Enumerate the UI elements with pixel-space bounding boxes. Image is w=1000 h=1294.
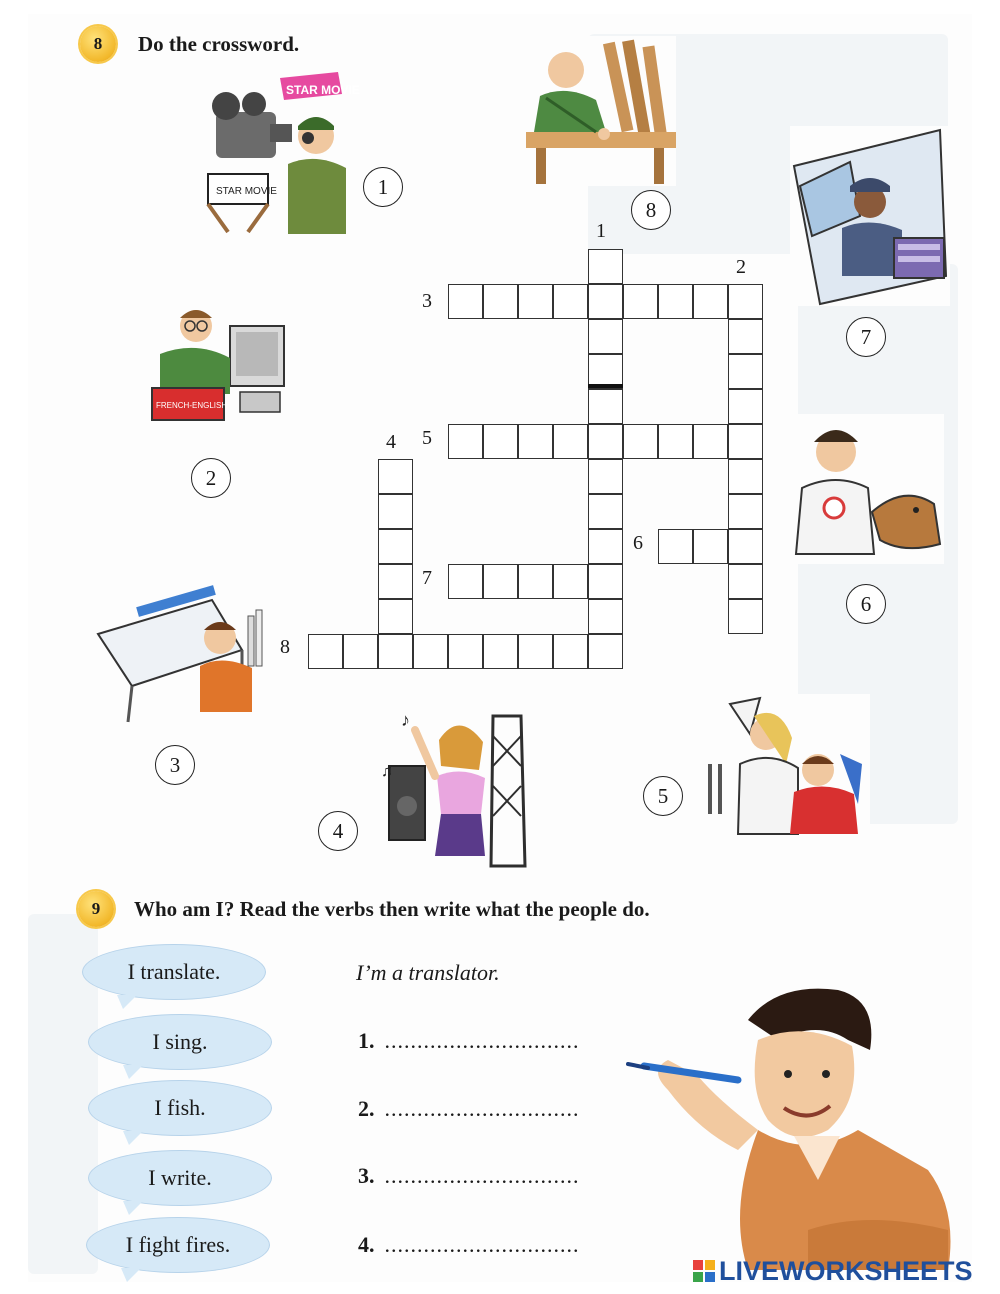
svg-text:♫: ♫ (381, 763, 393, 780)
exercise-9-number: 9 (91, 899, 101, 918)
crossword-cell[interactable] (623, 284, 658, 319)
clue-number-7: 7 (422, 567, 432, 589)
bubble-text: I fish. (154, 1095, 206, 1120)
crossword-cell[interactable] (378, 599, 413, 634)
answer-line-2[interactable] (358, 1096, 580, 1122)
crossword-cell[interactable] (623, 424, 658, 459)
picture-number-7: 7 (846, 317, 886, 357)
exercise-9-badge (78, 891, 114, 927)
answer-number: 2. (358, 1096, 375, 1121)
crossword-cell[interactable] (588, 424, 623, 459)
crossword-cell[interactable] (518, 634, 553, 669)
crossword-cell[interactable] (343, 634, 378, 669)
crossword-cell[interactable] (378, 459, 413, 494)
clue-number-1: 1 (596, 220, 606, 242)
crossword-cell[interactable] (658, 529, 693, 564)
answer-blank[interactable]: .............................. (384, 1232, 580, 1257)
answer-blank[interactable]: .............................. (384, 1163, 580, 1188)
picture-number-5: 5 (643, 776, 683, 816)
crossword-cell[interactable] (693, 529, 728, 564)
answer-blank[interactable]: .............................. (384, 1028, 580, 1053)
crossword-cell[interactable] (553, 424, 588, 459)
answer-number: 4. (358, 1232, 375, 1257)
crossword-cell[interactable] (518, 424, 553, 459)
speech-bubble-3 (88, 1150, 272, 1206)
speech-bubble-2 (88, 1080, 272, 1136)
speech-bubble-example (82, 944, 266, 1000)
crossword-cell[interactable] (483, 634, 518, 669)
picture-number-8: 8 (631, 190, 671, 230)
crossword-cell[interactable] (378, 494, 413, 529)
answer-line-4[interactable] (358, 1232, 580, 1258)
crossword-cell[interactable] (448, 424, 483, 459)
picture-vet (784, 414, 944, 564)
exercise-8-title: Do the crossword. (138, 32, 300, 56)
crossword-cell[interactable] (518, 284, 553, 319)
crossword-cell[interactable] (378, 564, 413, 599)
answer-line-1[interactable] (358, 1028, 580, 1054)
picture-film-director (188, 64, 360, 234)
exercise-9-title: Who am I? Read the verbs then write what the people do. (134, 897, 650, 921)
crossword-cell[interactable] (728, 284, 763, 319)
crossword-cell[interactable] (413, 634, 448, 669)
answer-number: 1. (358, 1028, 375, 1053)
exercise-8-number: 8 (93, 34, 103, 53)
crossword-cell[interactable] (588, 389, 623, 424)
answer-line-3[interactable] (358, 1163, 580, 1189)
crossword-cell[interactable] (728, 389, 763, 424)
book-title: FRENCH-ENGLISH (156, 401, 228, 410)
crossword-cell[interactable] (728, 494, 763, 529)
crossword-cell[interactable] (553, 634, 588, 669)
word-boundary-bar (588, 384, 623, 388)
picture-translator (136, 296, 296, 434)
clue-number-3: 3 (422, 290, 432, 312)
crossword-cell[interactable] (553, 564, 588, 599)
crossword-cell[interactable] (693, 424, 728, 459)
crossword-cell[interactable] (693, 284, 728, 319)
picture-architect (92, 590, 272, 730)
crossword-cell[interactable] (588, 599, 623, 634)
crossword-cell[interactable] (448, 284, 483, 319)
picture-number-4: 4 (318, 811, 358, 851)
brand-text: LIVEWORKSHEETS (719, 1255, 973, 1286)
worksheet-page (28, 14, 972, 1282)
picture-singer (375, 706, 535, 868)
clue-number-6: 6 (633, 532, 643, 554)
crossword-cell[interactable] (448, 634, 483, 669)
example-answer: I’m a translator. (356, 960, 500, 985)
crossword-cell[interactable] (728, 564, 763, 599)
picture-man-writing (608, 980, 968, 1270)
bubble-text: I write. (148, 1165, 212, 1190)
star-movie-sign: STAR MOVIE (286, 83, 360, 97)
speech-bubble-4 (86, 1217, 270, 1273)
crossword-cell[interactable] (483, 284, 518, 319)
crossword-cell[interactable] (588, 564, 623, 599)
crossword-cell[interactable] (308, 634, 343, 669)
crossword-cell[interactable] (483, 424, 518, 459)
crossword-cell[interactable] (588, 634, 623, 669)
liveworksheets-logo-icon (693, 1260, 715, 1282)
crossword-cell[interactable] (588, 494, 623, 529)
crossword-cell[interactable] (658, 424, 693, 459)
crossword-cell[interactable] (378, 529, 413, 564)
crossword-cell[interactable] (518, 564, 553, 599)
clue-number-5: 5 (422, 427, 432, 449)
crossword-cell[interactable] (588, 459, 623, 494)
svg-text:STAR MOVIE: STAR MOVIE (216, 186, 277, 197)
crossword-cell[interactable] (728, 354, 763, 389)
picture-number-2: 2 (191, 458, 231, 498)
crossword-cell[interactable] (728, 599, 763, 634)
crossword-cell[interactable] (553, 284, 588, 319)
clue-number-4: 4 (386, 431, 396, 453)
picture-pilot (790, 126, 950, 306)
svg-text:♪: ♪ (401, 710, 410, 730)
answer-number: 3. (358, 1163, 375, 1188)
crossword-cell[interactable] (378, 634, 413, 669)
crossword-cell[interactable] (728, 319, 763, 354)
crossword-cell[interactable] (483, 564, 518, 599)
picture-carpenter (526, 36, 676, 186)
liveworksheets-watermark (693, 1255, 973, 1287)
picture-dentist (690, 694, 870, 848)
clue-number-2: 2 (736, 256, 746, 278)
bubble-text: I translate. (127, 959, 221, 984)
answer-blank[interactable]: .............................. (384, 1096, 580, 1121)
crossword-cell[interactable] (658, 284, 693, 319)
crossword-cell[interactable] (448, 564, 483, 599)
exercise-8-badge (80, 26, 116, 62)
crossword-cell[interactable] (588, 249, 623, 284)
picture-number-3: 3 (155, 745, 195, 785)
speech-bubble-1 (88, 1014, 272, 1070)
clue-number-8: 8 (280, 636, 290, 658)
crossword-cell[interactable] (588, 284, 623, 319)
crossword-cell[interactable] (728, 424, 763, 459)
picture-number-6: 6 (846, 584, 886, 624)
crossword-cell[interactable] (588, 529, 623, 564)
crossword-cell[interactable] (728, 529, 763, 564)
bubble-text: I fight fires. (125, 1232, 231, 1257)
bubble-text: I sing. (152, 1029, 208, 1054)
crossword-cell[interactable] (728, 459, 763, 494)
picture-number-1: 1 (363, 167, 403, 207)
crossword-cell[interactable] (588, 319, 623, 354)
